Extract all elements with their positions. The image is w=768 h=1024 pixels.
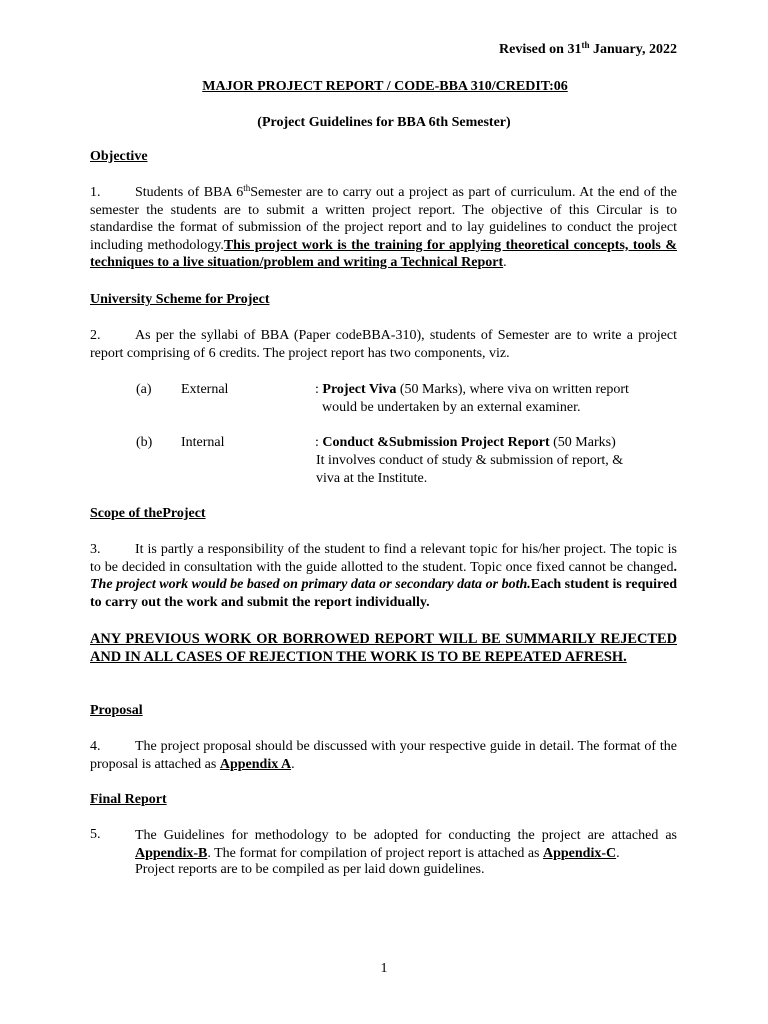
appendix-c-link[interactable]: Appendix-C (542, 845, 617, 861)
component-b-description-line2: It involves conduct of study & submission of report, & (316, 453, 624, 468)
component-b-label: (b) (136, 435, 153, 450)
rejection-warning: ANY PREVIOUS WORK OR BORROWED REPORT WILL BE SUMMARILY REJECTED AND IN ALL CASES OF REJECTION THE WORK IS TO BE REPEATED AFRESH. (90, 631, 677, 665)
objective-heading: Objective (90, 149, 148, 164)
scheme-heading: University Scheme for Project (90, 292, 270, 307)
final-report-heading: Final Report (90, 792, 167, 807)
proposal-paragraph: 4. The project proposal should be discussed with your respective guide in detail. The format of the proposal is attached as Appendix A. (90, 739, 677, 772)
final-report-paragraph: The Guidelines for methodology to be adopted for conducting the project are attached as Appendix-B. The format for compilation of project report is attached as Appendix-C. (135, 828, 677, 861)
final-report-line3: Project reports are to be compiled as per laid down guidelines. (135, 862, 485, 877)
component-a-label: (a) (136, 382, 152, 397)
scope-paragraph: 3. It is partly a responsibility of the student to find a relevant topic for his/her project. The topic is to be decided in consultation with the guide allotted to the student. Topic once fixed cannot be changed. The project work would be based on primary data or secondary data or both.Each student is required to carry out the work and submit the report individually. (90, 542, 678, 610)
revision-date: Revised on 31th January, 2022 (499, 40, 677, 57)
component-b-description-line3: viva at the Institute. (316, 471, 428, 486)
component-a-description: : Project Viva (50 Marks), where viva on written report (315, 382, 629, 397)
scheme-paragraph: 2. As per the syllabi of BBA (Paper codeBBA-310), students of Semester are to write a project report comprising of 6 credits. The project report has two components, viz. (90, 328, 677, 361)
component-b-type: Internal (181, 435, 225, 450)
appendix-b-link[interactable]: Appendix-B (135, 845, 208, 861)
page-number: 1 (380, 961, 388, 976)
component-b-description: : Conduct &Submission Project Report (50 Marks) (315, 435, 616, 450)
appendix-a-link[interactable]: Appendix A (219, 756, 292, 772)
proposal-heading: Proposal (90, 703, 143, 718)
document-subtitle: (Project Guidelines for BBA 6th Semester) (257, 115, 511, 130)
scope-heading: Scope of theProject (90, 506, 206, 521)
component-a-type: External (181, 382, 229, 397)
objective-paragraph: 1. Students of BBA 6thSemester are to carry out a project as part of curriculum. At the end of the semester the students are to submit a written project report. The objective of this Circular is to standardise the format of submission of the project report and to lay guidelines to conduct the project including methodology.This project work is the training for applying theoretical concepts, tools & techniques to a live situation/problem and writing a Technical Report. (90, 183, 678, 271)
document-title: MAJOR PROJECT REPORT / CODE-BBA 310/CREDIT:06 (202, 79, 568, 94)
component-a-description-line2: would be undertaken by an external examiner. (322, 400, 581, 415)
objective-key-statement: This project work is the training for applying theoretical concepts, tools & techniques to a live situation/problem and writing a Technical Report (90, 237, 677, 271)
final-report-number: 5. (90, 827, 101, 842)
